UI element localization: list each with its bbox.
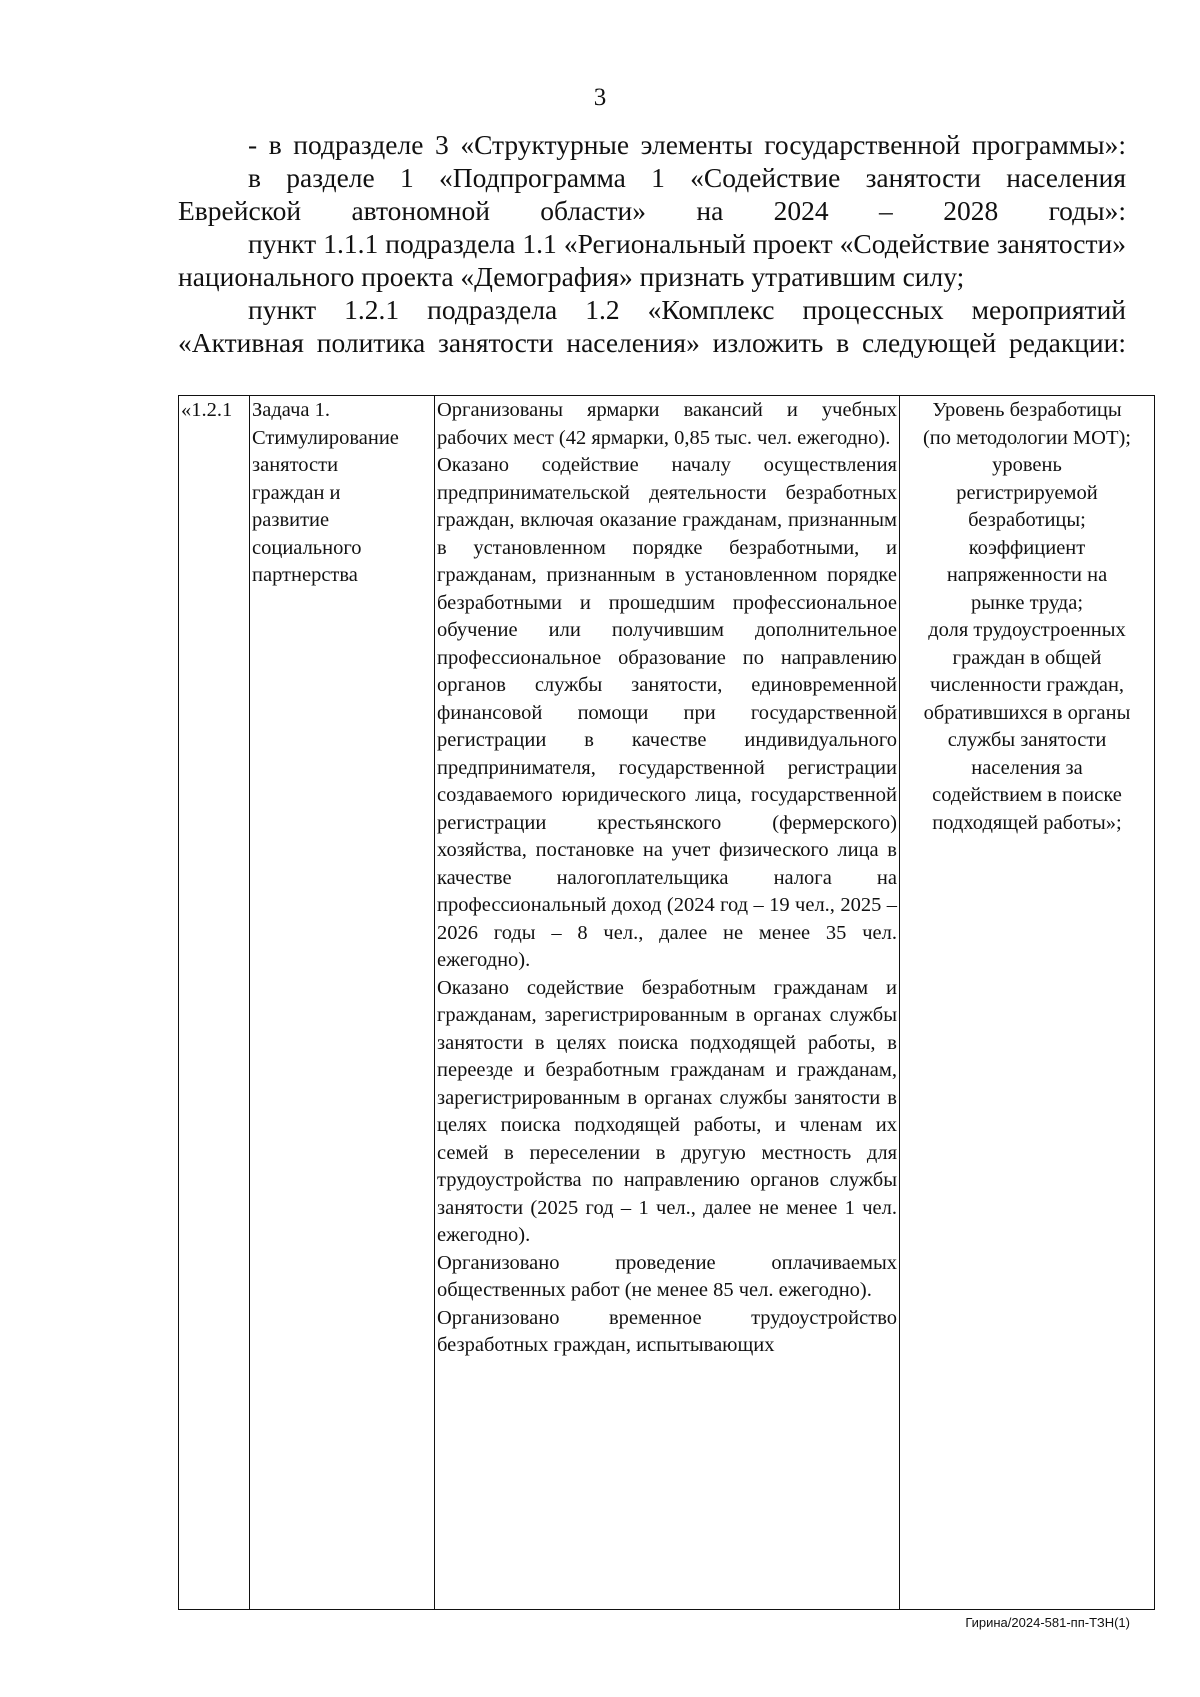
table-row bbox=[179, 396, 1155, 1610]
intro-paragraph: пункт 1.2.1 подраздела 1.2 «Комплекс процессных мероприятий «Активная политика занятости населения» изложить в следующей редакции: bbox=[178, 294, 1126, 358]
indicator-line: численности граждан, bbox=[929, 674, 1125, 696]
intro-text bbox=[178, 128, 1126, 359]
task-line: Задача 1. bbox=[252, 399, 330, 421]
indicator-line: рынке труда; bbox=[970, 591, 1084, 614]
result-paragraph: Организовано проведение оплачиваемых общественных работ (не менее 85 чел. ежегодно). bbox=[437, 1251, 897, 1301]
indicator-line: Уровень безработицы bbox=[932, 399, 1122, 421]
task-line: Стимулирование bbox=[252, 426, 399, 449]
result-paragraph: Оказано содействие началу осуществления предпринимательской деятельности безработных граждан, включая оказание гражданам, признанным в установленном порядке безработными, и гражданам, признанным в установленном порядке безработными и прошедшим профессиональное обучение или получившим дополнительное профессиональное образование по направлению органов службы занятости, единовременной финансовой помощи при государственной регистрации в качестве индивидуального предпринимателя, государственной регистрации создаваемого юридического лица, государственной регистрации крестьянского (фермерского) хозяйства, постановке на учет физического лица в качестве налогоплательщика налога на профессиональный доход (2024 год – 19 чел., 2025 – 2026 годы – 8 чел., далее не менее 35 чел. ежегодно). bbox=[437, 454, 897, 971]
result-paragraph: Организовано временное трудоустройство безработных граждан, испытывающих bbox=[437, 1306, 897, 1356]
indicator-line: службы занятости bbox=[947, 729, 1107, 751]
indicator-line: (по методологии МОТ); bbox=[922, 426, 1132, 449]
indicator-line: напряженности на bbox=[946, 564, 1108, 586]
task-cell bbox=[250, 396, 435, 1610]
page-number: 3 bbox=[593, 84, 607, 111]
results-cell bbox=[435, 396, 900, 1610]
task-line: граждан и bbox=[252, 481, 341, 504]
indicator-line: обратившихся в органы bbox=[923, 701, 1131, 724]
intro-paragraph: - в подразделе 3 «Структурные элементы государственной программы»: bbox=[248, 129, 1126, 160]
indicator-line: содействием в поиске bbox=[932, 784, 1122, 806]
intro-paragraph: в разделе 1 «Подпрограмма 1 «Содействие занятости населения Еврейской автономной области» на 2024 – 2028 годы»: bbox=[178, 162, 1126, 226]
measures-table bbox=[178, 395, 1155, 1610]
indicator-line: коэффициент bbox=[968, 536, 1086, 559]
result-paragraph: Организованы ярмарки вакансий и учебных рабочих мест (42 ярмарки, 0,85 тыс. чел. ежегодно). bbox=[437, 399, 897, 449]
task-line: занятости bbox=[252, 454, 339, 476]
indicators-cell bbox=[900, 396, 1155, 1610]
result-paragraph: Оказано содействие безработным гражданам и гражданам, зарегистрированным в органах службы занятости в целях поиска подходящей работы, в переезде и безработным гражданам и гражданам, зарегистрированным в органах службы занятости в целях поиска подходящей работы, и членам их семей в переселении в другую местность для трудоустройства по направлению органов службы занятости (2025 год – 1 чел., далее не менее 1 чел. ежегодно). bbox=[437, 976, 897, 1246]
indicator-line: населения за bbox=[971, 756, 1083, 779]
task-line: партнерства bbox=[252, 564, 358, 586]
task-line: социального bbox=[252, 536, 362, 559]
indicator-line: безработицы; bbox=[968, 509, 1086, 531]
item-number-cell: «1.2.1 bbox=[179, 396, 250, 1610]
indicator-line: граждан в общей bbox=[952, 646, 1102, 669]
indicator-line: регистрируемой bbox=[956, 481, 1098, 504]
task-line: развитие bbox=[252, 509, 330, 531]
indicator-line: уровень bbox=[992, 454, 1062, 476]
indicator-line: подходящей работы»; bbox=[932, 811, 1122, 834]
document-code: Гирина/2024-581-пп-ТЗН(1) bbox=[965, 1615, 1130, 1630]
indicator-line: доля трудоустроенных bbox=[928, 619, 1126, 641]
intro-paragraph: пункт 1.1.1 подраздела 1.1 «Региональный проект «Содействие занятости» национального проекта «Демография» признать утратившим силу; bbox=[178, 228, 1126, 292]
